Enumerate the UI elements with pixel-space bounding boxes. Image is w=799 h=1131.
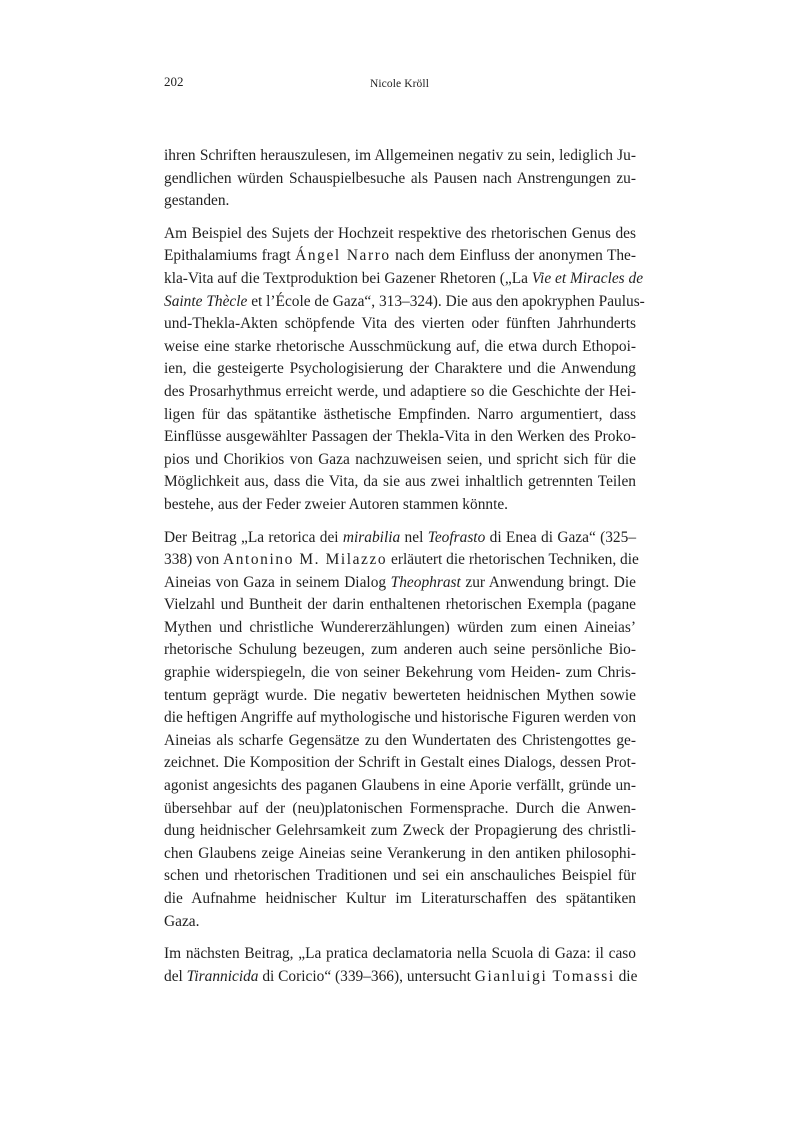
page-number: 202 [164, 74, 184, 89]
text-line [164, 888, 636, 911]
text-run: bestehe, aus der Feder zweier Autoren stammen könnte. [164, 495, 509, 513]
text-run: nel [400, 528, 428, 546]
text-line [164, 775, 636, 798]
text-line [164, 358, 636, 381]
running-head-author: Nicole Kröll [369, 78, 429, 90]
text-line [164, 966, 636, 989]
text-run: Gaza. [164, 912, 200, 930]
text-run: Mythen und christliche Wundererzählungen) würden zum einen Aineias’ [164, 618, 636, 636]
italic-title: Teofrasto [427, 528, 486, 546]
author-name: Gianluigi Tomassi [474, 967, 615, 985]
paragraph [164, 223, 645, 517]
text-run: del [164, 967, 187, 985]
text-line [164, 494, 636, 517]
text-line [164, 572, 636, 595]
paragraph [164, 145, 636, 213]
text-run: die heftigen Angriffe auf mythologische und historische Figuren werden von [164, 709, 637, 727]
text-line [164, 617, 636, 640]
text-run: des Prosarhythmus erreicht werde, und adaptiere so die Geschichte der Hei- [164, 382, 636, 400]
text-run: Epithalamiums fragt [164, 247, 296, 265]
text-line [164, 313, 636, 336]
text-run: ligen für das spätantike ästhetische Empfinden. Narro argumentiert, dass [164, 405, 636, 423]
text-run: 338) von [164, 551, 223, 569]
text-line [164, 190, 636, 213]
text-line [164, 268, 644, 291]
text-run: dung heidnischer Gelehrsamkeit zum Zweck der Propagierung des christli- [164, 822, 636, 840]
text-run: pios und Chorikios von Gaza nachzuweisen seien, und spricht sich für die [164, 450, 636, 468]
text-line [164, 707, 636, 730]
text-line [164, 820, 636, 843]
text-run: nach dem Einfluss der anonymen The- [390, 247, 636, 265]
text-run: di Coricio“ (339–366), untersucht [258, 967, 475, 985]
text-run: Vielzahl und Buntheit der darin enthaltenen rhetorischen Exempla (pagane [164, 596, 636, 614]
text-run: graphie widerspiegeln, die von seiner Bekehrung vom Heiden- zum Chris- [164, 664, 636, 682]
text-line [164, 911, 636, 934]
italic-title: Sainte Thècle [164, 292, 248, 310]
text-run: Im nächsten Beitrag, „La pratica declamatoria nella Scuola di Gaza: il caso [164, 945, 636, 963]
text-run: di Enea di Gaza“ (325– [485, 528, 637, 546]
text-run: und-Thekla-Akten schöpfende Vita des vierten oder fünften Jahrhunderts [164, 315, 636, 333]
text-line [164, 549, 639, 572]
text-run: schen und rhetorischen Traditionen und sei ein anschauliches Beispiel für [164, 867, 636, 885]
text-line [164, 865, 636, 888]
italic-title: Tirannicida [186, 967, 259, 985]
text-line [164, 336, 636, 359]
italic-title: mirabilia [342, 528, 401, 546]
paragraph [164, 943, 636, 988]
text-line [164, 843, 636, 866]
text-run: Aineias als scharfe Gegensätze zu den Wundertaten des Christengottes ge- [164, 731, 636, 749]
author-name: Ángel Narro [295, 247, 391, 265]
text-run: gestanden. [164, 192, 230, 210]
text-line [164, 471, 636, 494]
text-run: übersehbar auf der (neu)platonischen Formensprache. Durch die Anwen- [164, 799, 636, 817]
text-line [164, 291, 645, 314]
text-line [164, 381, 636, 404]
text-run: Einflüsse ausgewählter Passagen der Thekla-Vita in den Werken des Proko- [164, 428, 636, 446]
text-run: die Aufnahme heidnischer Kultur im Literaturschaffen des spätantiken [164, 890, 636, 907]
text-line [164, 943, 636, 966]
italic-title: Vie et Miracles de [531, 269, 644, 287]
text-line [164, 223, 636, 246]
text-run: chen Glaubens zeige Aineias seine Verankerung in den antiken philosophi- [164, 844, 636, 862]
text-line [164, 730, 636, 753]
text-line [164, 594, 636, 617]
text-run: Der Beitrag „La retorica dei [164, 528, 343, 546]
text-line [164, 752, 636, 775]
text-line [164, 426, 636, 449]
text-line [164, 168, 636, 191]
author-name: Antonino M. Milazzo [223, 551, 388, 569]
text-line [164, 145, 636, 168]
text-run: ien, die gesteigerte Psychologisierung der Charaktere und die Anwendung [164, 360, 636, 378]
text-run: weise eine starke rhetorische Ausschmückung auf, die etwa durch Ethopoi- [164, 337, 636, 355]
text-run: rhetorische Schulung bezeugen, zum anderen auch seine persönliche Bio- [164, 641, 636, 659]
text-run: zeichnet. Die Komposition der Schrift in Gestalt eines Dialogs, dessen Prot- [164, 754, 636, 772]
text-run: et l’École de Gaza“, 313–324). Die aus den apokryphen Paulus- [247, 292, 645, 310]
text-line [164, 449, 636, 472]
text-run: ihren Schriften herauszulesen, im Allgemeinen negativ zu sein, lediglich Ju- [164, 147, 636, 164]
text-run: Am Beispiel des Sujets der Hochzeit respektive des rhetorischen Genus des [164, 224, 636, 242]
text-line [164, 527, 636, 550]
text-run: Aineias von Gaza in seinem Dialog [164, 573, 391, 591]
text-run: agonist angesichts des paganen Glaubens in eine Aporie verfällt, gründe un- [164, 777, 636, 795]
paragraph [164, 527, 639, 934]
text-line [164, 639, 636, 662]
text-line [164, 685, 636, 708]
text-run: erläutert die rhetorischen Techniken, die [387, 551, 639, 569]
text-line [164, 245, 636, 268]
text-run: tentum geprägt wurde. Die negativ bewerteten heidnischen Mythen sowie [164, 686, 636, 704]
text-run: die [614, 967, 638, 985]
italic-title: Theophrast [390, 573, 461, 591]
body-text [164, 145, 645, 998]
text-run: kla-Vita auf die Textproduktion bei Gazener Rhetoren („La [164, 269, 532, 287]
text-run: Möglichkeit aus, dass die Vita, da sie aus zwei inhaltlich getrennten Teilen [164, 473, 636, 491]
text-run: zur Anwendung bringt. Die [460, 573, 636, 591]
text-line [164, 404, 636, 427]
text-run: gendlichen würden Schauspielbesuche als Pausen nach Anstrengungen zu- [164, 169, 636, 187]
text-line [164, 798, 636, 821]
text-line [164, 662, 636, 685]
